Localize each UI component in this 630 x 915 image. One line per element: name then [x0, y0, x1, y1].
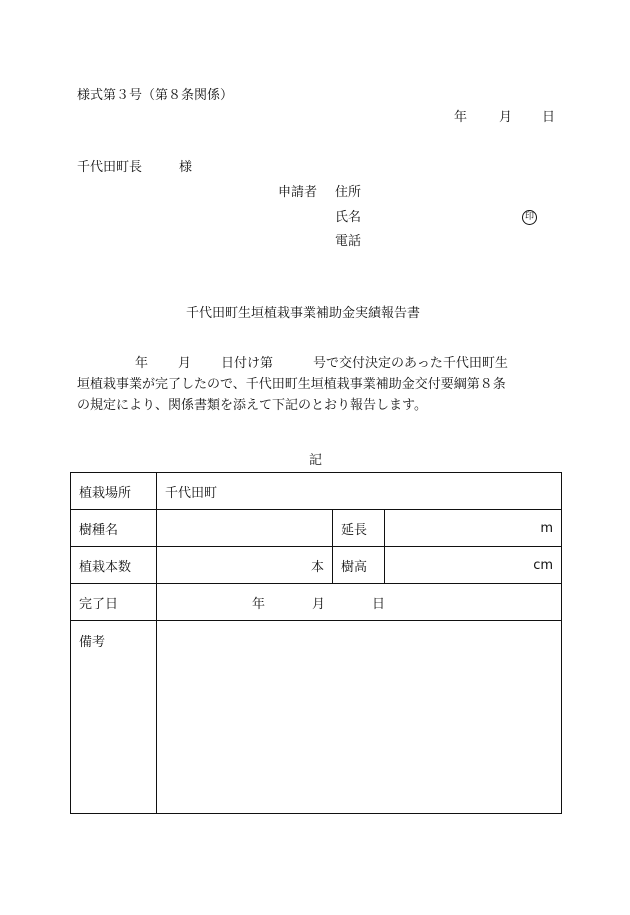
completion-day: 日: [372, 596, 386, 612]
date-year: 年: [454, 110, 468, 125]
report-table: [70, 472, 562, 814]
completion-field[interactable]: [157, 584, 562, 621]
species-label: 樹種名: [71, 510, 157, 547]
address-label: 住所: [335, 185, 362, 200]
addressee-name: 千代田町長: [77, 160, 143, 175]
ki-heading: 記: [309, 453, 323, 468]
length-label: 延長: [333, 510, 385, 547]
species-field[interactable]: [157, 510, 333, 547]
addressee-honorific: 様: [179, 160, 193, 175]
length-unit: m: [540, 520, 554, 536]
table-row: [71, 621, 562, 814]
body-line1-rest: 号で交付決定のあった千代田町生: [313, 356, 508, 371]
body-year: 年: [135, 356, 149, 371]
body-line-3: の規定により、関係書類を添えて下記のとおり報告します。: [77, 398, 427, 413]
count-label: 植栽本数: [71, 547, 157, 584]
body-line-2: 垣植栽事業が完了したので、千代田町生垣植栽事業補助金交付要綱第８条: [77, 377, 506, 392]
date-month: 月: [499, 110, 513, 125]
table-row: [71, 547, 562, 584]
completion-month: 月: [312, 596, 326, 612]
form-number: 様式第３号（第８条関係）: [77, 88, 234, 103]
document-title: 千代田町生垣植栽事業補助金実績報告書: [186, 306, 421, 321]
body-line-1: [77, 353, 555, 374]
completion-label: 完了日: [71, 584, 157, 621]
table-row: [71, 584, 562, 621]
date-day: 日: [542, 110, 556, 125]
height-label: 樹高: [333, 547, 385, 584]
location-label: 植栽場所: [71, 473, 157, 510]
body-month: 月: [178, 356, 192, 371]
completion-year: 年: [252, 596, 266, 612]
body-day: 日付け第: [221, 356, 274, 371]
name-label: 氏名: [335, 210, 362, 225]
table-row: [71, 473, 562, 510]
count-field[interactable]: [157, 547, 333, 584]
height-field[interactable]: [385, 547, 562, 584]
seal-mark: 印: [522, 210, 537, 225]
remarks-label: 備考: [71, 621, 157, 814]
height-unit: cm: [533, 557, 554, 573]
table-row: [71, 510, 562, 547]
body-paragraph: [77, 353, 555, 416]
location-value[interactable]: 千代田町: [157, 473, 562, 510]
remarks-field[interactable]: [157, 621, 562, 814]
phone-label: 電話: [335, 234, 362, 249]
length-field[interactable]: [385, 510, 562, 547]
count-unit: 本: [310, 559, 324, 575]
applicant-label: 申請者: [278, 185, 318, 200]
